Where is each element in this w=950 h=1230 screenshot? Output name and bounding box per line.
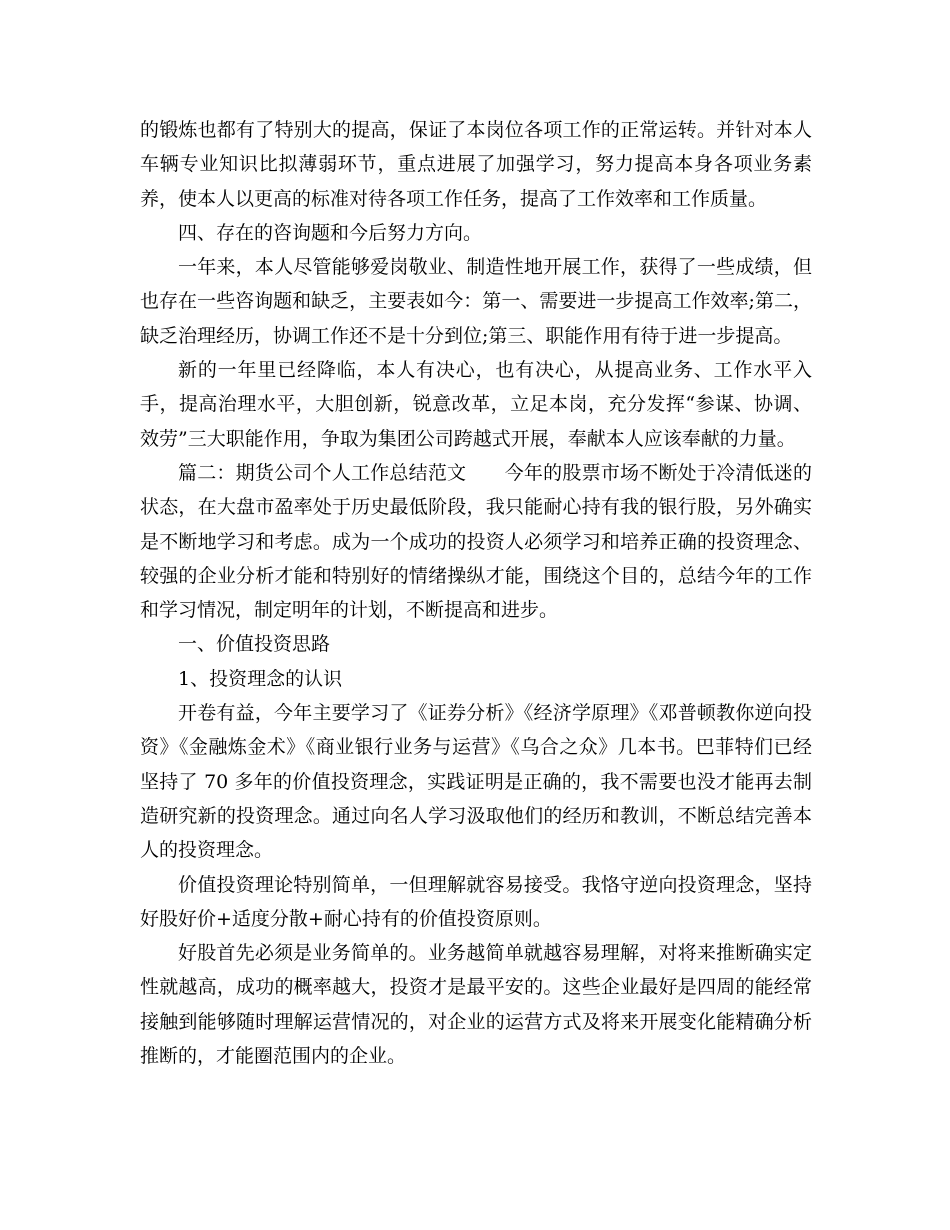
paragraph-reading: 开卷有益，今年主要学习了《证券分析》《经济学原理》《邓普顿教你逆向投资》《金融炼金术》《商业银行业务与运营》《乌合之众》几本书。巴菲特们已经坚持了 70 多年的价值投资理念，实践证明是正确的，我不需要也没才能再去制造研究新的投资理念。通过向名人学习汲取他们的经历和教训，不断总结完善本人的投资理念。 <box>140 702 812 862</box>
document-body <box>140 113 812 1073</box>
paragraph-good-stocks: 好股首先必须是业务简单的。业务越简单就越容易理解，对将来推断确实定性就越高，成功的概率越大，投资才是最平安的。这些企业最好是四周的能经常接触到能够随时理解运营情况的，对企业的运营方式及将来开展变化能精确分析推断的，才能圈范围内的企业。 <box>140 942 812 1068</box>
paragraph-new-year: 新的一年里已经降临，本人有决心，也有决心，从提高业务、工作水平入手，提高治理水平，大胆创新，锐意改革，立足本岗，充分发挥“参谋、协调、效劳”三大职能作用，争取为集团公司跨越式开展，奉献本人应该奉献的力量。 <box>140 359 812 450</box>
paragraph-article-two: 篇二：期货公司个人工作总结范文 今年的股票市场不断处于冷清低迷的状态，在大盘市盈率处于历史最低阶段，我只能耐心持有我的银行股，另外确实是不断地学习和考虑。成为一个成功的投资人必须学习和培养正确的投资理念、较强的企业分析才能和特别好的情绪操纵才能，围绕这个目的，总结今年的工作和学习情况，制定明年的计划，不断提高和进步。 <box>140 461 812 622</box>
section-heading-value-investing: 一、价值投资思路 <box>178 633 331 656</box>
paragraph-continuation: 的锻炼也都有了特别大的提高，保证了本岗位各项工作的正常运转。并针对本人车辆专业知识比拟薄弱环节，重点进展了加强学习，努力提高本身各项业务素养，使本人以更高的标准对待各项工作任务，提高了工作效率和工作质量。 <box>140 119 812 210</box>
paragraph-problems: 一年来，本人尽管能够爱岗敬业、制造性地开展工作，获得了一些成绩，但也存在一些咨询题和缺乏，主要表如今：第一、需要进一步提高工作效率;第二，缺乏治理经历，协调工作还不是十分到位;第三、职能作用有待于进一步提高。 <box>140 256 812 347</box>
subsection-heading-investment-philosophy: 1、投资理念的认识 <box>178 667 343 690</box>
section-heading-problems: 四、存在的咨询题和今后努力方向。 <box>178 221 483 244</box>
paragraph-value-theory: 价值投资理论特别简单，一但理解就容易接受。我恪守逆向投资理念，坚持好股好价+适度分散+耐心持有的价值投资原则。 <box>140 873 812 930</box>
